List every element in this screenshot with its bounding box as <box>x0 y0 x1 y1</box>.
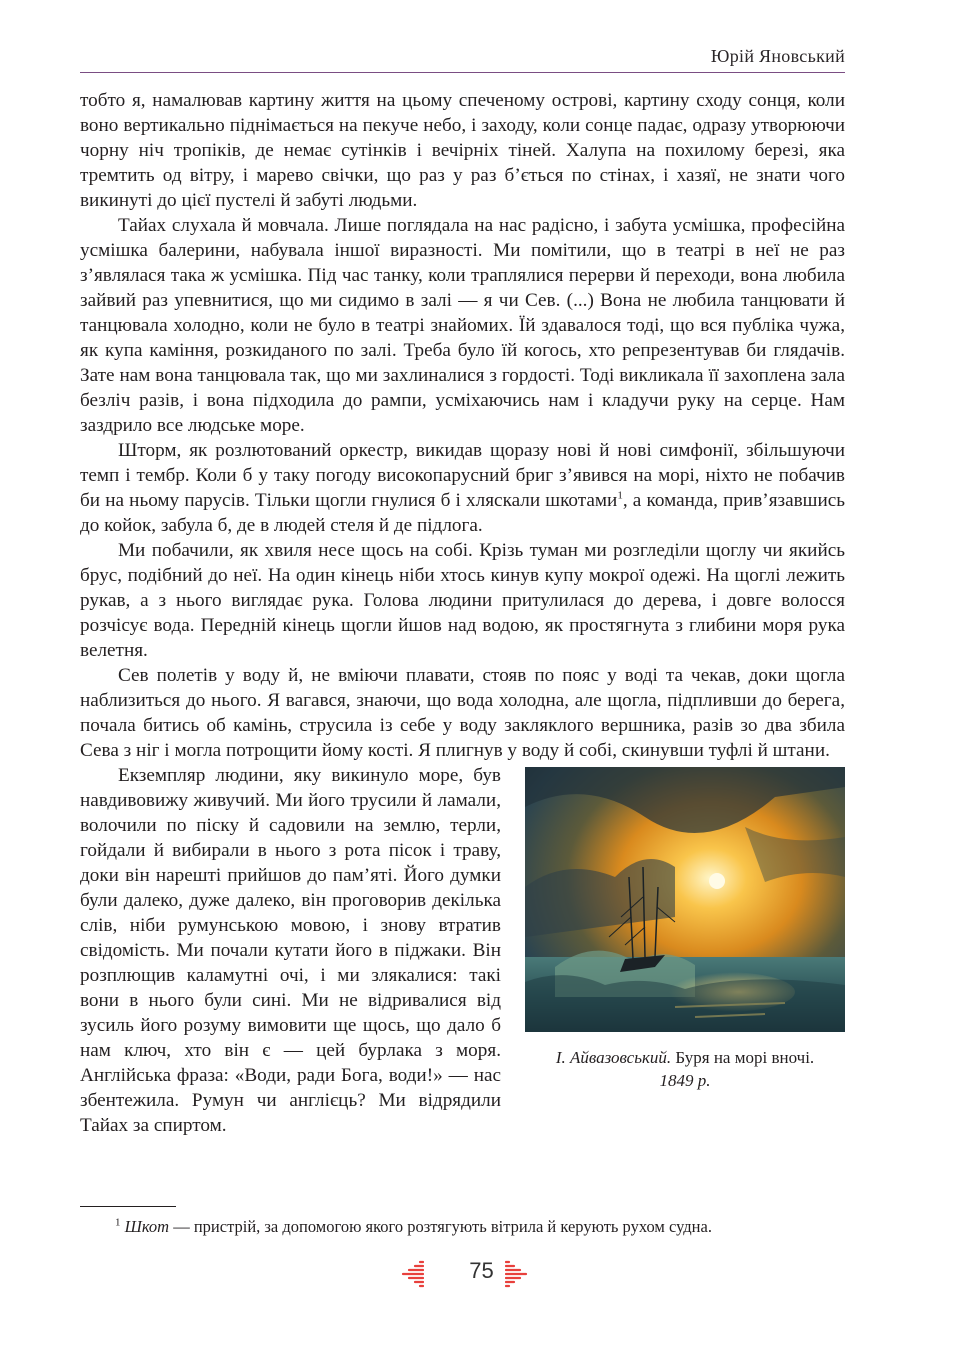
caption-author: І. Айвазовський. <box>555 1048 672 1067</box>
footnote-divider <box>80 1206 176 1207</box>
paragraph: тобто я, намалював картину життя на цьому спеченому острові, картину сходу сонця, коли воно вертикально піднімається на пекуче небо, і заходу, коли сонце падає, одразу утворюючи чорну ніч тропіків, де немає сутінків і вечірніх тіней. Халупа на похилому березі, яка тремтить од вітру, і марево свічки, що раз у раз б’ється по стінах, і хазяї, не знати чого викинуті до цієї пустелі й забуті людьми. <box>80 90 845 211</box>
painting-caption <box>525 1046 845 1092</box>
caption-title: Буря на морі вночі. <box>671 1048 815 1067</box>
footnote-definition: — пристрій, за допомогою якого розтягують вітрила й керують рухом судна. <box>169 1217 712 1236</box>
paragraph <box>80 438 845 538</box>
paragraph: Тайах слухала й мовчала. Лише поглядала на нас радісно, і забута усмішка, професійна усмішка балерини, набувала іншої виразності. Ми помітили, що в театрі в неї не раз з’являлася така ж усмішка. Під час танку, коли траплялися перерви й переходи, вона любила зайвий раз упевнитися, що ми сидимо в залі — я чи Сев. (...) Вона не любила танцювати й танцювала холодно, коли не було в театрі знайомих. Їй здавалося тоді, що вся публіка чужа, як купа каміння, розкиданого по залі. Треба було їй когось, хто репрезентував би глядачів. Зате нам вона танцювала так, що ми захлиналися з гордості. Тоді викликала її захоплена зала безліч разів, і вона підходила до рампи, усміхаючись нам і кладучи руку на серце. Нам заздрило все людське море. <box>80 215 845 436</box>
footnote-reference[interactable]: 1 <box>617 489 623 502</box>
body-text <box>80 88 845 1138</box>
paragraph-text: , а команда, прив’язавшись до койок, забула б, де в людей стеля й де підлога. <box>80 490 845 536</box>
caption-year: 1849 р. <box>659 1071 711 1090</box>
footnote <box>115 1216 835 1238</box>
footnote-term: Шкот <box>124 1217 170 1236</box>
paragraph: Екземпляр людини, яку викинуло море, був навдивовижу живучий. Ми його трусили й ламали, волочили по піску й садовили на землю, терли, гойдали й вибирали в нього з рота пісок і траву, доки він нарешті прийшов до пам’яті. Його думки були далеко, дуже далеко, він проговорив декілька слів, ніби румунською мовою, і знову втратив свідомість. Ми почали кутати його в піджаки. Він розплющив каламутні очі, і ми злякалися: такі вони в нього були сині. Ми не відривалися від зусиль його розуму вимовити ще щось, що дало б нам ключ, хто він є — цей бурлака з моря. Англійська фраза: «Води, ради Бога, води!» — нас збентежила. Румун чи англієць? Ми відрядили Тайах за спиртом. <box>80 765 501 1136</box>
paragraph-text: Шторм, як розлютований оркестр, викидав щоразу нові й нові симфонії, збільшуючи темп і тембр. Коли б у таку погоду високопарусний бриг з’явився на морі, ніхто не побачив би на ньому парусів. Тільки щогли гнулися б і хляскали шкотами <box>80 440 845 511</box>
running-header-author: Юрій Яновський <box>710 46 845 66</box>
page-number: 75 <box>469 1258 494 1283</box>
footnote-mark: 1 <box>115 1216 121 1229</box>
storm-at-sea-painting <box>525 767 845 1032</box>
header-divider <box>80 72 845 73</box>
painting-figure <box>525 767 845 1092</box>
page-ornament-right-icon <box>505 1259 531 1289</box>
paragraph: Ми побачили, як хвиля несе щось на собі. Крізь туман ми розгледіли щоглу чи якийсь брус, подібний до неї. На один кінець ніби хтось кинув купу мокрої одежі. На щоглі лежить рукав, а з нього виглядає рука. Голова людини притулилася до дерева, і довге волосся розчісує вода. Передній кінець щогли йшов над водою, як простягнута з глибини моря рука велетня. <box>80 540 845 661</box>
paragraph: Сев полетів у воду й, не вміючи плавати, стояв по пояс у воді та чекав, доки щогла наблизиться до нього. Я вагався, знаючи, що вода холодна, але щогла, підпливши до берега, почала битись об камінь, струсила із себе у воду закляклого вершника, разів зо два збила Сева з ніг і могла потрощити йому кості. Я плигнув у воду й собі, скинувши туфлі й штани. <box>80 665 845 761</box>
